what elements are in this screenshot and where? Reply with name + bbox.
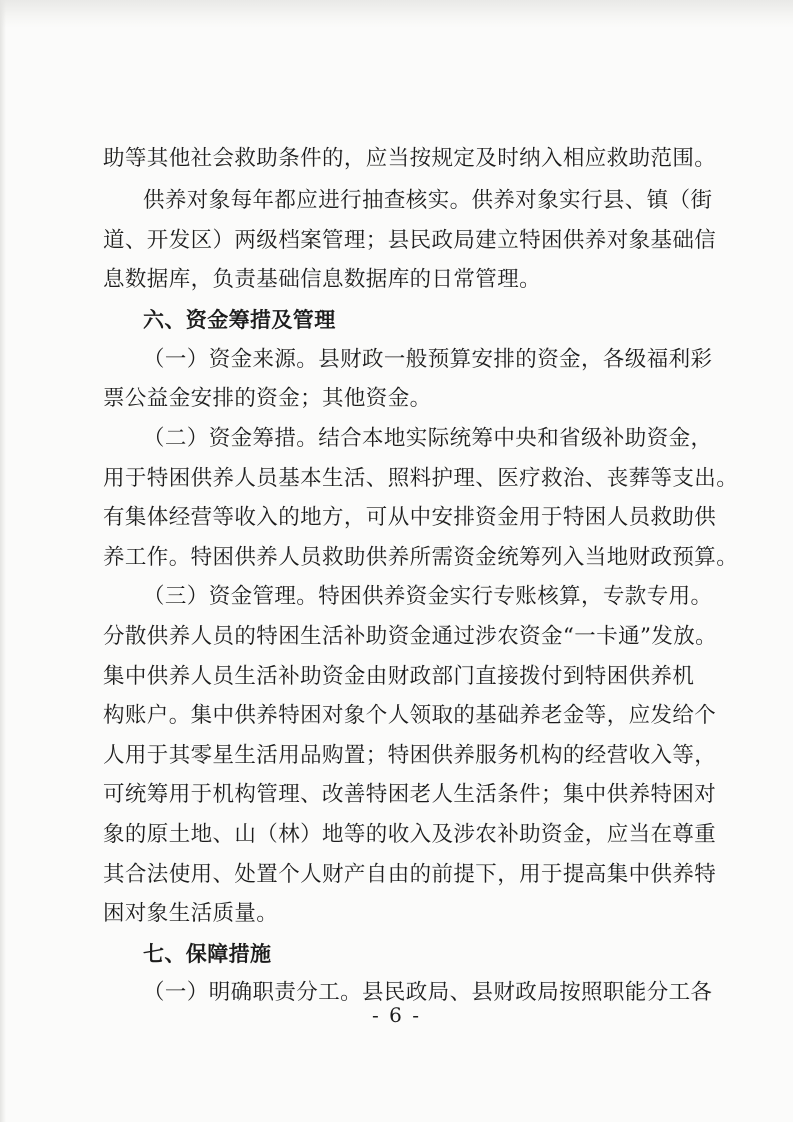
paragraph-line: 集中供养人员生活补助资金由财政部门直接拨付到特困供养机 xyxy=(103,664,695,689)
paragraph-line: 助等其他社会救助条件的，应当按规定及时纳入相应救助范围。 xyxy=(103,146,717,171)
paragraph-line: 可统筹用于机构管理、改善特困老人生活条件；集中供养特困对 xyxy=(103,782,717,807)
paragraph-line: 养工作。特困供养人员救助供养所需资金统筹列入当地财政预算。 xyxy=(103,545,739,570)
paragraph-line: 分散供养人员的特困生活补助资金通过涉农资金“一卡通”发放。 xyxy=(103,624,718,649)
paragraph-line: 其合法使用、处置个人财产自由的前提下，用于提高集中供养特 xyxy=(103,862,717,887)
paragraph-line: （二）资金筹措。结合本地实际统筹中央和省级补助资金， xyxy=(143,426,713,451)
paragraph-line: （三）资金管理。特困供养资金实行专账核算，专款专用。 xyxy=(143,584,713,609)
paragraph-line: 构账户。集中供养特困对象个人领取的基础养老金等，应发给个 xyxy=(103,703,717,728)
paragraph-line: 象的原土地、山（林）地等的收入及涉农补助资金，应当在尊重 xyxy=(103,822,717,847)
paragraph-line: 用于特困供养人员基本生活、照料护理、医疗救治、丧葬等支出。 xyxy=(103,466,739,491)
scan-top-shadow xyxy=(0,0,793,28)
paragraph-line: （一）资金来源。县财政一般预算安排的资金，各级福利彩 xyxy=(143,347,713,372)
section-heading: 六、资金筹措及管理 xyxy=(143,308,336,332)
paragraph-line: （一）明确职责分工。县民政局、县财政局按照职能分工各 xyxy=(143,980,713,1005)
paragraph-line: 有集体经营等收入的地方，可从中安排资金用于特困人员救助供 xyxy=(103,505,717,530)
scan-left-shadow xyxy=(0,0,6,1122)
page-number: - 6 - xyxy=(372,1003,421,1027)
paragraph-line: 人用于其零星生活用品购置；特困供养服务机构的经营收入等， xyxy=(103,743,717,768)
paragraph-line: 困对象生活质量。 xyxy=(103,901,279,926)
paragraph-line: 供养对象每年都应进行抽查核实。供养对象实行县、镇（街 xyxy=(143,188,713,213)
paragraph-line: 息数据库，负责基础信息数据库的日常管理。 xyxy=(103,267,542,292)
section-heading: 七、保障措施 xyxy=(143,942,272,966)
paragraph-line: 道、开发区）两级档案管理；县民政局建立特困供养对象基础信 xyxy=(103,228,717,253)
paragraph-line: 票公益金安排的资金；其他资金。 xyxy=(103,386,432,411)
